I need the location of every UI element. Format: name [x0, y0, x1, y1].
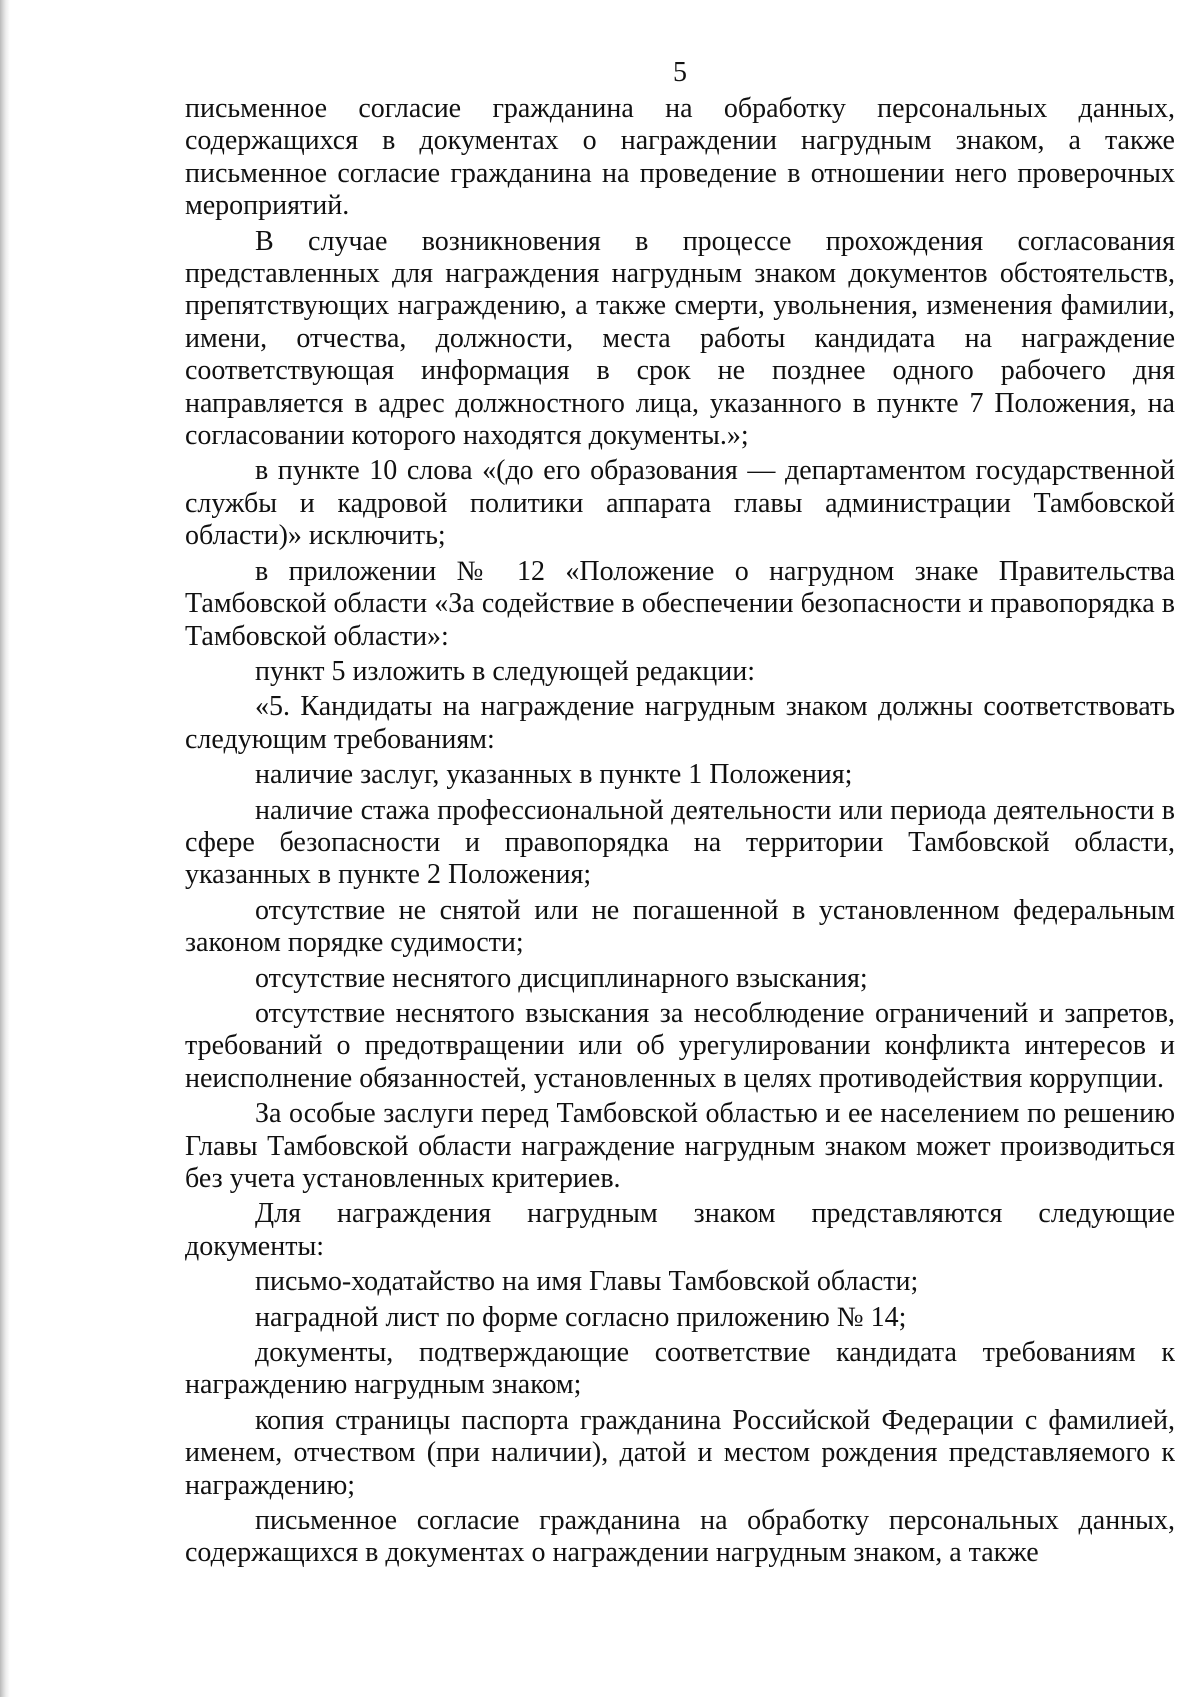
document-page: [185, 55, 1175, 1573]
paragraph: отсутствие не снятой или не погашенной в установленном федеральным законом порядке судимости;: [185, 894, 1175, 959]
scan-edge-shadow: [0, 0, 10, 1697]
paragraph: письменное согласие гражданина на обработку персональных данных, содержащихся в документах о награждении нагрудным знаком, а также: [185, 1505, 1175, 1569]
paragraph: В случае возникновения в процессе прохождения согласования представленных для награждения нагрудным знаком документов обстоятельств, препятствующих награждению, а также смерти, увольнения, изменения фамилии, имени, отчества, должности, места работы кандидата на награждение соответствующая информация в срок не позднее одного рабочего дня направляется в адрес должностного лица, указанного в пункте 7 Положения, на согласовании которого находятся документы.»;: [185, 225, 1175, 452]
paragraph: За особые заслуги перед Тамбовской областью и ее населением по решению Главы Тамбовской области награждение нагрудным знаком может производиться без учета установленных критериев.: [185, 1098, 1175, 1194]
paragraph: наличие стажа профессиональной деятельности или периода деятельности в сфере безопасности и правопорядка на территории Тамбовской области, указанных в пункте 2 Положения;: [185, 794, 1175, 891]
paragraph: пункт 5 изложить в следующей редакции:: [255, 655, 755, 687]
paragraph: документы, подтверждающие соответствие кандидата требованиям к награждению нагрудным знаком;: [185, 1337, 1175, 1401]
paragraph: в пункте 10 слова «(до его образования — департаментом государственной службы и кадровой политики аппарата главы администрации Тамбовской области)» исключить;: [185, 455, 1175, 552]
paragraph: наградной лист по форме согласно приложению № 14;: [255, 1301, 907, 1333]
paragraph: Для награждения нагрудным знаком представляются следующие документы:: [185, 1198, 1175, 1262]
paragraph: копия страницы паспорта гражданина Российской Федерации с фамилией, именем, отчеством (при наличии), датой и местом рождения представляемого к награждению;: [185, 1404, 1175, 1501]
paragraph: письменное согласие гражданина на обработку персональных данных, содержащихся в документах о награждении нагрудным знаком, а также письменное согласие гражданина на проведение в отношении него проверочных мероприятий.: [185, 93, 1175, 222]
paragraph: письмо-ходатайство на имя Главы Тамбовской области;: [255, 1266, 919, 1298]
paragraph: отсутствие неснятого дисциплинарного взыскания;: [255, 962, 868, 994]
paragraph: «5. Кандидаты на награждение нагрудным знаком должны соответствовать следующим требованиям:: [185, 691, 1175, 755]
paragraph: отсутствие неснятого взыскания за несоблюдение ограничений и запретов, требований о предотвращении или об урегулировании конфликта интересов и неисполнение обязанностей, установленных в целях противодействия коррупции.: [185, 997, 1175, 1094]
paragraph: в приложении № 12 «Положение о нагрудном знаке Правительства Тамбовской области «За содействие в обеспечении безопасности и правопорядка в Тамбовской области»:: [185, 555, 1175, 652]
paragraph: наличие заслуг, указанных в пункте 1 Положения;: [255, 759, 853, 791]
page-number: 5: [673, 57, 687, 88]
